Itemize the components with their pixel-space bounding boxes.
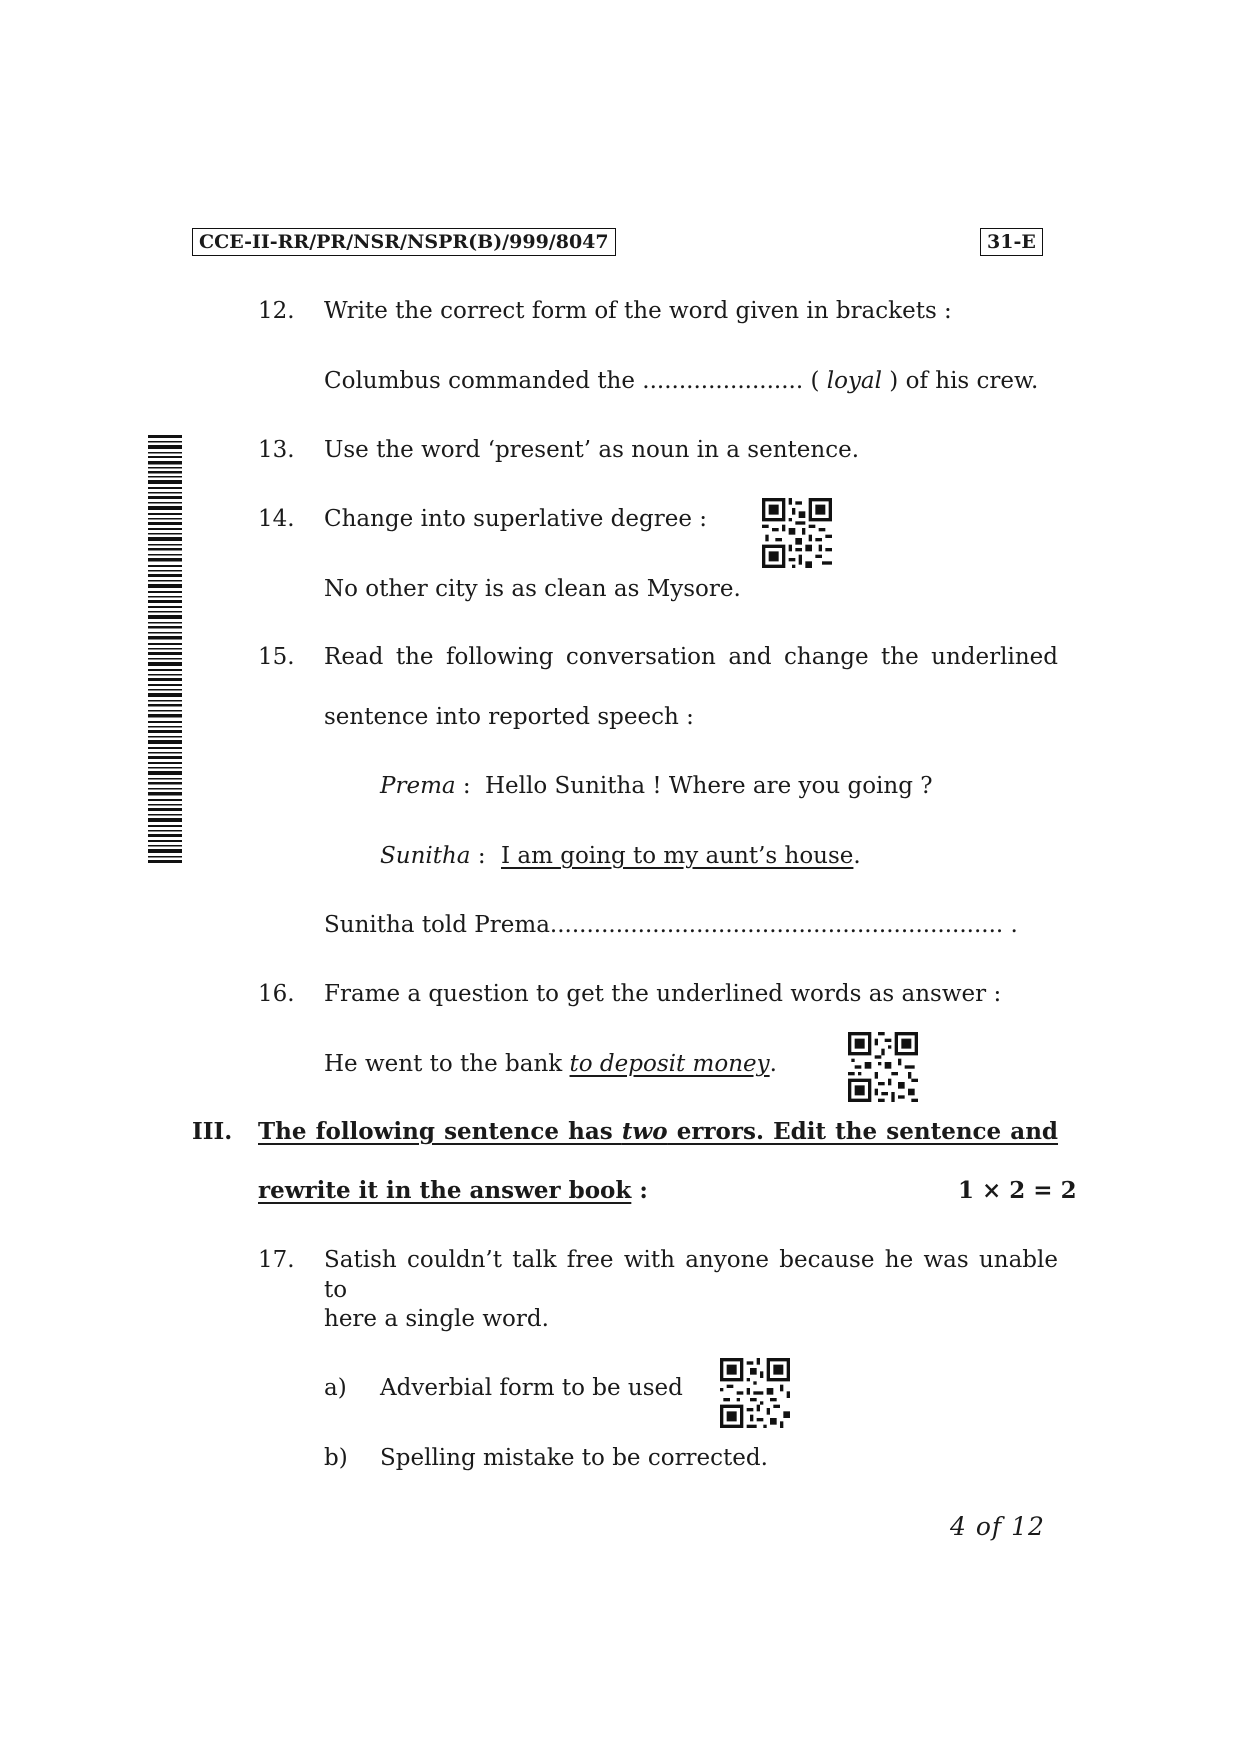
q16-sentence (324, 1049, 777, 1079)
q17-hint-b-label: b) (324, 1445, 348, 1471)
section-3-heading-line1-b: errors. Edit the sentence and (667, 1118, 1059, 1145)
q17-line2: here a single word. (324, 1306, 549, 1332)
qr-code-icon (848, 1032, 918, 1102)
q15-speaker2: Sunitha (380, 843, 471, 869)
q16-underlined-words: to deposit money (569, 1051, 770, 1077)
side-barcode (148, 435, 182, 865)
section-3-heading-emphasis: two (621, 1118, 668, 1145)
q15-number: 15. (258, 644, 295, 670)
q14-number: 14. (258, 506, 295, 532)
q17-hint-a: Adverbial form to be used (380, 1375, 683, 1401)
q15-dialogue-line2 (380, 841, 486, 871)
paper-number-box (980, 228, 1043, 256)
q15-line2-wrap (501, 841, 861, 871)
q17-hint-b: Spelling mistake to be corrected. (380, 1445, 768, 1471)
q17-number: 17. (258, 1247, 295, 1273)
q16-number: 16. (258, 981, 295, 1007)
section-3-heading-line2-text: rewrite it in the answer book (258, 1177, 632, 1204)
q12-bracket-word: loyal (826, 368, 882, 394)
page-number: 4 of 12 (950, 1512, 1045, 1541)
q15-line2-underlined: I am going to my aunt’s house (501, 843, 854, 869)
q17-hint-a-label: a) (324, 1375, 347, 1401)
q12-prompt: Write the correct form of the word given in brackets : (324, 298, 952, 324)
q15-speaker2-sep: : (470, 843, 486, 869)
q12-sentence-after: ) of his crew. (882, 368, 1039, 394)
section-3-heading-line2 (258, 1176, 648, 1206)
q12-sentence-before: Columbus commanded the ...................... ( (324, 368, 827, 394)
q13-number: 13. (258, 437, 295, 463)
q13-prompt: Use the word ‘present’ as noun in a sentence. (324, 437, 860, 463)
q16-prompt: Frame a question to get the underlined words as answer : (324, 981, 1002, 1007)
q16-sentence-after: . (769, 1051, 777, 1077)
section-3-heading-line1 (258, 1117, 1058, 1147)
qr-code-icon (762, 498, 832, 568)
q15-speaker1-sep: : (455, 773, 471, 799)
section-3-heading-colon: : (631, 1177, 648, 1204)
q15-line2-end: . (853, 843, 861, 869)
q15-line1: Hello Sunitha ! Where are you going ? (485, 773, 933, 799)
q14-sentence: No other city is as clean as Mysore. (324, 576, 741, 602)
section-3-marks: 1 × 2 = 2 (958, 1177, 1077, 1204)
q15-speaker1: Prema (380, 773, 456, 799)
q17-line1: Satish couldn’t talk free with anyone because he was unable to (324, 1247, 1058, 1303)
q14-prompt: Change into superlative degree : (324, 506, 708, 532)
q12-sentence (324, 366, 1038, 396)
q15-answer-stub: Sunitha told Prema.............................................................. . (324, 912, 1018, 938)
q15-dialogue-line1 (380, 771, 471, 801)
section-3-roman: III. (192, 1118, 233, 1145)
q15-prompt-line2: sentence into reported speech : (324, 704, 694, 730)
q15-prompt-line1: Read the following conversation and change the underlined (324, 644, 1058, 670)
q16-sentence-before: He went to the bank (324, 1051, 570, 1077)
section-3-heading-line1-a: The following sentence has (258, 1118, 622, 1145)
paper-number: 31-E (987, 231, 1036, 253)
paper-code: CCE-II-RR/PR/NSR/NSPR(B)/999/8047 (199, 231, 609, 253)
q12-number: 12. (258, 298, 295, 324)
paper-code-box (192, 228, 616, 256)
qr-code-icon (720, 1358, 790, 1428)
